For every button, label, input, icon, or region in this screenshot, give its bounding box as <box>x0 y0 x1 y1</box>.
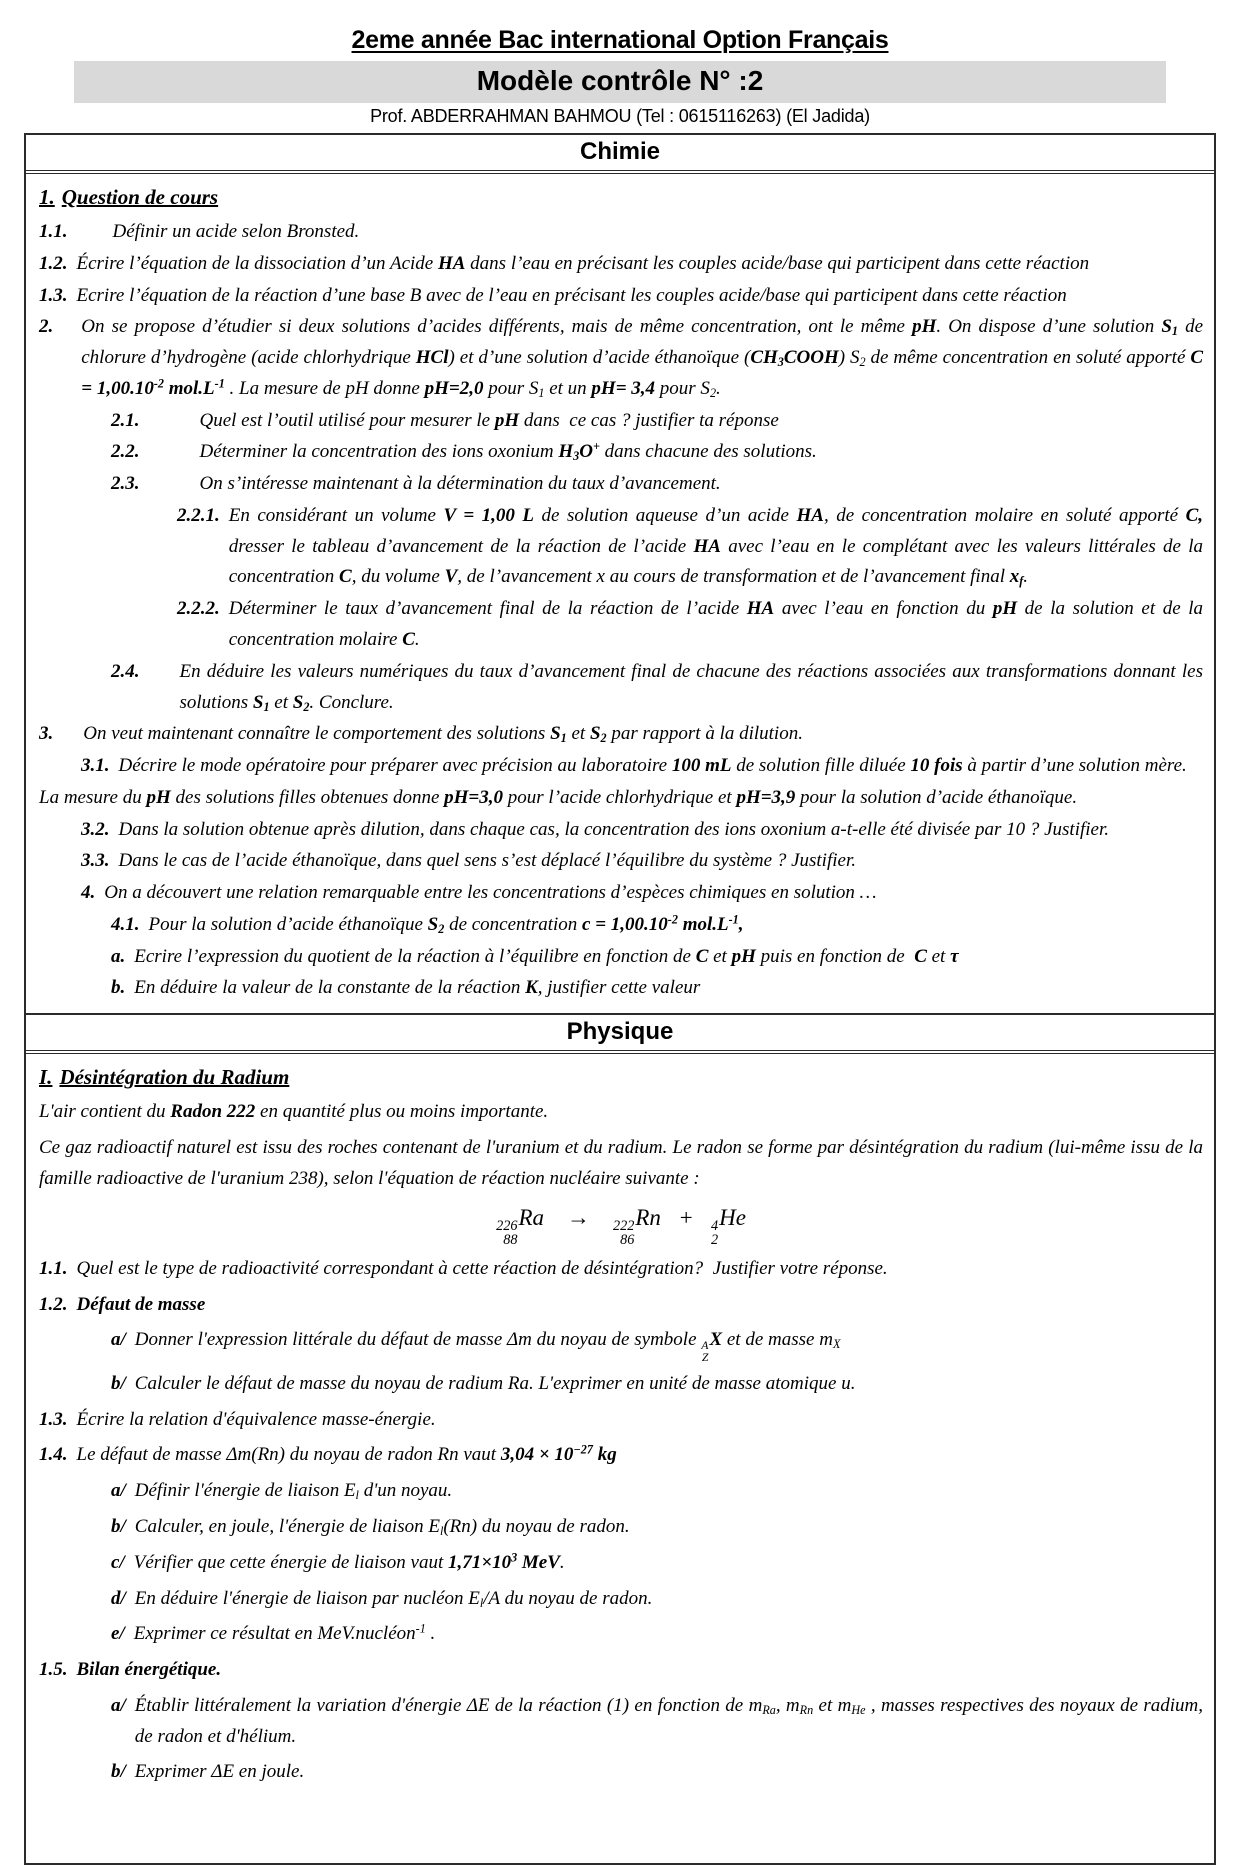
question-text: On se propose d’étudier si deux solutions d’acides différents, mais de même concentration, ont le même pH. On dispose d’une solution $S_1$ de chlorure d’hydrogène (acide chlorhydrique HCl) et d’une solution d’acide éthanoïque $(CH_3COOH)$ $S_2$ de même concentration en soluté apporté $C = 1,00.10^{-2}$ $mol.L^{-1}$ . La mesure de pH donne pH=2,0 pour $S_1$ et un pH= 3,4 pour $S_2$. <box>81 316 1208 400</box>
question-text: Quel est le type de radioactivité correspondant à cette réaction de désintégration? Justifier votre réponse. <box>76 1257 888 1279</box>
question-line <box>37 719 1203 750</box>
nuclide-notation: 226 88 <box>496 1217 518 1249</box>
question-line <box>37 1619 1203 1650</box>
question-text: En déduire l'énergie de liaison par nucléon $E_l/A$ du noyau de radon. <box>134 1587 653 1610</box>
question-text: Calculer, en joule, l'énergie de liaison $E_l(Rn)$ du noyau de radon. <box>134 1515 630 1539</box>
question-number: I. <box>39 1065 53 1090</box>
question-line <box>37 437 1203 468</box>
question-line <box>37 501 1208 593</box>
question-number: e/ <box>111 1623 125 1645</box>
question-line <box>37 1254 1203 1285</box>
document-title: 2eme année Bac international Option Français <box>351 26 889 54</box>
section-heading <box>37 1060 1203 1094</box>
question-number: b/ <box>111 1761 126 1783</box>
question-text: On s’intéresse maintenant à la détermination du taux d’avancement. <box>199 473 721 495</box>
question-number: c/ <box>111 1551 125 1573</box>
question-line <box>37 1290 1203 1321</box>
question-number: 2.1. <box>111 409 140 431</box>
question-line <box>37 594 1208 656</box>
question-line <box>37 281 1203 312</box>
question-line <box>37 249 1203 280</box>
question-text: Bilan énergétique. <box>76 1659 222 1681</box>
question-line <box>37 783 1203 814</box>
question-number: 1.4. <box>39 1444 68 1466</box>
question-line <box>37 1325 1203 1364</box>
question-line <box>37 1133 1208 1195</box>
question-line <box>37 312 1208 404</box>
question-text: Question de cours <box>61 185 219 209</box>
question-text: Désintégration du Radium <box>59 1065 290 1090</box>
question-line <box>37 1405 1203 1436</box>
question-number: b/ <box>111 1372 126 1394</box>
question-number: 1.3. <box>39 1408 68 1430</box>
question-line <box>37 846 1203 877</box>
exam-content-box <box>24 133 1216 1865</box>
professor-contact-line: Prof. ABDERRAHMAN BAHMOU (Tel : 0615116263) (El Jadida) <box>370 106 870 126</box>
question-number: 3. <box>39 723 54 745</box>
question-text: L'air contient du Radon 222 en quantité plus ou moins importante. <box>39 1101 549 1123</box>
question-line <box>37 1369 1203 1400</box>
question-text: Écrire la relation d'équivalence masse-énergie. <box>76 1408 436 1430</box>
question-number: a/ <box>111 1694 126 1716</box>
question-number: 3.1. <box>81 755 110 777</box>
question-text: Pour la solution d’acide éthanoïque $S_2$ de concentration $c = 1,00.10^{-2}$ $mol.L^{-1}$, <box>148 912 744 936</box>
question-line <box>37 1757 1203 1788</box>
nuclide-notation: 4 2 <box>710 1217 719 1249</box>
question-number: 1.2. <box>39 252 68 274</box>
question-line <box>37 815 1203 846</box>
question-number: 2.3. <box>111 473 140 495</box>
section-header-physique: Physique <box>26 1013 1214 1054</box>
exam-model-banner: Modèle contrôle N° :2 <box>74 61 1166 103</box>
question-number: a. <box>111 945 126 967</box>
question-line <box>37 1440 1203 1471</box>
question-number: 2.2.2. <box>177 598 220 620</box>
question-text: Décrire le mode opératoire pour préparer avec précision au laboratoire 100 mL de solution fille diluée 10 fois à partir d’une solution mère. <box>118 755 1187 777</box>
question-text: Exprimer ΔE en joule. <box>134 1761 305 1783</box>
question-number: 1.1. <box>39 1257 68 1279</box>
question-line <box>37 751 1203 782</box>
question-number: b. <box>111 977 126 999</box>
question-number: 1.3. <box>39 284 68 306</box>
question-number: 2.2.1. <box>177 504 220 526</box>
question-text: On veut maintenant connaître le comportement des solutions $S_1$ et $S_2$ par rapport à la dilution. <box>83 723 803 746</box>
question-number: 3.3. <box>81 850 110 872</box>
question-number: 1.5. <box>39 1659 68 1681</box>
question-text: Écrire l’équation de la dissociation d’un Acide HA dans l’eau en précisant les couples acide/base qui participent dans cette réaction <box>76 252 1090 274</box>
question-text: Définir un acide selon Bronsted. <box>112 221 360 243</box>
section-header-chimie: Chimie <box>26 135 1214 174</box>
question-line <box>37 1548 1203 1579</box>
question-text: En déduire la valeur de la constante de la réaction K, justifier cette valeur <box>134 977 701 999</box>
question-line <box>37 1476 1203 1507</box>
nuclide-notation: 222 86 <box>613 1217 635 1249</box>
question-number: 2.2. <box>111 441 140 463</box>
question-text: On a découvert une relation remarquable entre les concentrations d’espèces chimiques en solution … <box>104 882 877 904</box>
question-number: 4. <box>81 882 96 904</box>
question-number: b/ <box>111 1515 126 1537</box>
question-text: Établir littéralement la variation d'énergie ΔE de la réaction (1) en fonction de $m_{Ra}$, $m_{Rn}$ et $m_{He}$ , masses respectives des noyaux de radium, de radon et d'hélium. <box>134 1694 1208 1747</box>
question-line <box>37 1097 1203 1128</box>
question-line <box>37 469 1203 500</box>
chimie-section-body <box>26 174 1214 1013</box>
section-heading <box>37 180 1203 214</box>
question-number: 1.2. <box>39 1293 68 1315</box>
question-text: Ecrire l’expression du quotient de la réaction à l’équilibre en fonction de C et pH puis en fonction de C et τ <box>134 945 959 967</box>
question-text: Donner l'expression littérale du défaut de masse Δm du noyau de symbole A Z X et de masse $m_X$ <box>134 1329 841 1364</box>
question-number: 2.4. <box>111 660 140 682</box>
question-text: Quel est l’outil utilisé pour mesurer le pH dans ce cas ? justifier ta réponse <box>199 409 779 431</box>
question-text: Ce gaz radioactif naturel est issu des roches contenant de l'uranium et du radium. Le radon se forme par désintégration du radium (lui-même issu de la famille radioactive de l'uranium 238), selon l'équation de réaction nucléaire suivante : <box>39 1136 1208 1189</box>
question-number: a/ <box>111 1329 126 1351</box>
question-text: Défaut de masse <box>76 1293 206 1315</box>
question-number: 1. <box>39 185 55 209</box>
question-line <box>37 942 1203 973</box>
question-line <box>37 217 1203 248</box>
question-line <box>37 973 1203 1004</box>
question-text: Calculer le défaut de masse du noyau de radium Ra. L'exprimer en unité de masse atomique u. <box>134 1372 856 1394</box>
question-text: 226 88 Ra → 222 86 Rn + 4 2 He <box>496 1205 746 1249</box>
question-number: d/ <box>111 1587 126 1609</box>
nuclide-notation: A Z <box>701 1338 709 1364</box>
question-text: En déduire les valeurs numériques du taux d’avancement final de chacune des réactions associées aux transformations donnant les solutions $S_1$ et $S_2$. Conclure. <box>179 660 1208 714</box>
exam-document-page <box>0 26 1240 1783</box>
question-text: Le défaut de masse Δm(Rn) du noyau de radon Rn vaut $3,04 \times 10^{-27}$ kg <box>76 1442 617 1466</box>
question-line <box>37 657 1208 719</box>
question-line <box>37 878 1203 909</box>
question-text: Déterminer le taux d’avancement final de la réaction de l’acide HA avec l’eau en fonction du pH de la solution et de la concentration molaire C. <box>228 598 1208 650</box>
question-text: La mesure du pH des solutions filles obtenues donne pH=3,0 pour l’acide chlorhydrique et pH=3,9 pour la solution d’acide éthanoïque. <box>39 786 1078 808</box>
physique-section-body <box>26 1054 1214 1863</box>
question-text: Définir l'énergie de liaison $E_l$ d'un noyau. <box>134 1480 453 1503</box>
question-number: 1.1. <box>39 221 68 243</box>
question-text: En considérant un volume V = 1,00 L de solution aqueuse d’un acide HA, de concentration molaire en soluté apporté C, dresser le tableau d’avancement de la réaction de l’acide HA avec l’eau en le complétant avec les valeurs littérales de la concentration C, du volume V, de l’avancement x au cours de transformation et de l’avancement final $x_f$. <box>228 504 1208 589</box>
question-text: Vérifier que cette énergie de liaison vaut $1,71\times 10^3$ MeV. <box>133 1550 565 1573</box>
question-number: a/ <box>111 1480 126 1502</box>
question-line <box>37 1512 1203 1543</box>
question-line <box>37 1691 1208 1753</box>
question-number: 4.1. <box>111 913 140 935</box>
nuclear-equation <box>37 1199 1203 1247</box>
question-line <box>37 910 1203 941</box>
question-text: Exprimer ce résultat en MeV.nucléon$^{-1}$ . <box>133 1621 436 1645</box>
question-text: Déterminer la concentration des ions oxonium $H_3O^+$ dans chacune des solutions. <box>199 439 817 464</box>
question-text: Dans la solution obtenue après dilution, dans chaque cas, la concentration des ions oxonium a-t-elle été divisée par 10 ? Justifier. <box>118 818 1109 840</box>
question-line <box>37 1655 1203 1686</box>
question-text: Ecrire l’équation de la réaction d’une base B avec de l’eau en précisant les couples acide/base qui participent dans cette réaction <box>76 284 1067 306</box>
question-text: Dans le cas de l’acide éthanoïque, dans quel sens s’est déplacé l’équilibre du système ? Justifier. <box>118 850 856 872</box>
question-number: 2. <box>39 316 54 338</box>
question-line <box>37 1584 1203 1615</box>
question-number: 3.2. <box>81 818 110 840</box>
question-line <box>37 406 1203 437</box>
